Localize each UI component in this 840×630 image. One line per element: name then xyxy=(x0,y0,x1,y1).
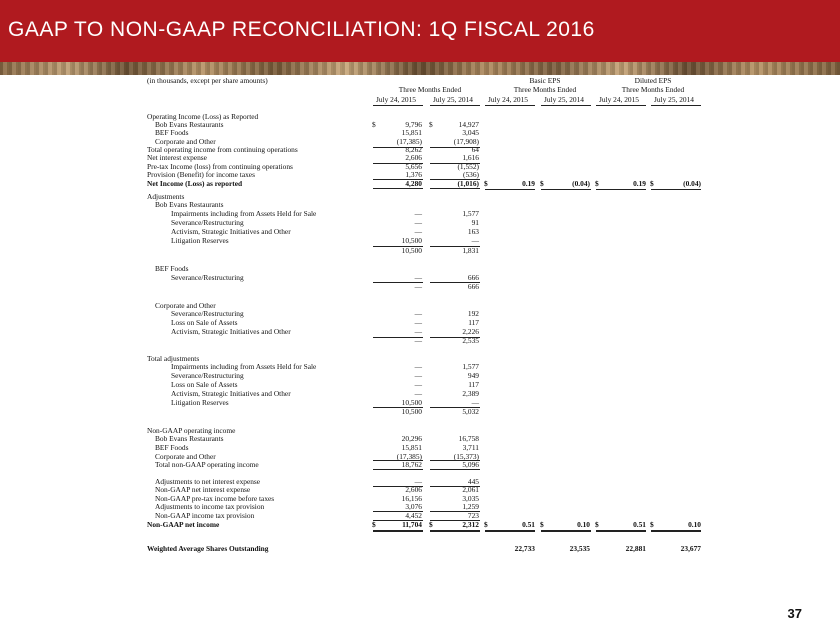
row-label: Total non-GAAP operating income xyxy=(155,460,259,469)
currency-symbol: $ xyxy=(650,179,654,188)
row-label: BEF Foods xyxy=(155,443,189,452)
row-label: Loss on Sale of Assets xyxy=(171,380,238,389)
column-header: July 24, 2015 xyxy=(487,95,529,104)
cell-c1: (17,385) xyxy=(396,137,422,146)
row-label: Impairments including from Assets Held for Sale xyxy=(171,209,317,218)
cell-c4: 0.10 xyxy=(577,520,590,529)
row-label: Severance/Restructuring xyxy=(171,273,244,282)
table-row xyxy=(147,129,697,138)
income-subheader: Three Months Ended xyxy=(398,85,462,94)
row-label: Non-GAAP pre-tax income before taxes xyxy=(155,494,275,503)
cell-c2: 3,035 xyxy=(462,494,479,503)
row-label: Non-GAAP net interest expense xyxy=(155,485,251,494)
cell-c1: 15,851 xyxy=(401,443,422,452)
row-label: Operating Income (Loss) as Reported xyxy=(147,112,259,121)
cell-c1: 10,500 xyxy=(401,398,422,407)
slide-title: GAAP TO NON-GAAP RECONCILIATION: 1Q FISCAL 2016 xyxy=(8,18,595,41)
currency-symbol: $ xyxy=(540,179,544,188)
cell-c1: 4,280 xyxy=(405,179,422,188)
underline xyxy=(430,163,480,164)
cell-c2: 16,758 xyxy=(458,434,479,443)
cell-c1: 2,606 xyxy=(405,153,422,162)
underline xyxy=(373,486,423,487)
cell-c1: 16,156 xyxy=(401,494,422,503)
row-label: BEF Foods xyxy=(155,128,189,137)
cell-c5: 0.19 xyxy=(633,179,646,188)
underline xyxy=(651,189,701,190)
cell-c3: 22,733 xyxy=(514,544,535,553)
double-underline xyxy=(596,530,646,532)
currency-symbol: $ xyxy=(595,179,599,188)
underline xyxy=(373,188,423,189)
cell-c2: 117 xyxy=(468,318,479,327)
row-label: Pre-tax Income (loss) from continuing operations xyxy=(147,162,293,171)
cell-c1: 11,704 xyxy=(402,520,422,529)
cell-c2: 2,312 xyxy=(462,520,479,529)
currency-symbol: $ xyxy=(595,520,599,529)
double-underline xyxy=(373,530,423,532)
cell-c2: 5,096 xyxy=(462,460,479,469)
row-label: Non-GAAP net income xyxy=(147,520,220,529)
underline xyxy=(430,520,480,521)
cell-c2: 2,535 xyxy=(462,336,479,345)
row-label: Severance/Restructuring xyxy=(171,371,244,380)
cell-c1: — xyxy=(414,273,422,282)
cell-c2: 666 xyxy=(467,282,479,291)
table-row xyxy=(147,408,697,417)
decorative-texture-band xyxy=(0,62,840,75)
cell-c1: — xyxy=(414,218,422,227)
cell-c1: — xyxy=(414,318,422,327)
row-label: Adjustments to net interest expense xyxy=(155,477,261,486)
column-header: July 24, 2015 xyxy=(375,95,417,104)
currency-symbol: $ xyxy=(484,179,488,188)
row-label: Litigation Reserves xyxy=(171,236,229,245)
cell-c5: 22,881 xyxy=(625,544,646,553)
cell-c1: — xyxy=(414,327,422,336)
cell-c1: 2,606 xyxy=(405,485,422,494)
cell-c6: 0.10 xyxy=(688,520,701,529)
header-rule xyxy=(430,105,480,106)
table-row xyxy=(147,328,697,337)
row-label: Net Income (Loss) as reported xyxy=(147,179,243,188)
cell-c2: 14,927 xyxy=(458,120,479,129)
cell-c2: 3,711 xyxy=(462,443,479,452)
row-label: Bob Evans Restaurants xyxy=(155,200,224,209)
double-underline xyxy=(430,530,480,532)
cell-c2: (1,552) xyxy=(457,162,479,171)
cell-c2: — xyxy=(471,236,479,245)
cell-c1: 4,452 xyxy=(405,511,422,520)
underline xyxy=(373,511,423,512)
cell-c1: 18,762 xyxy=(401,460,422,469)
cell-c2: 2,061 xyxy=(462,485,479,494)
underline xyxy=(373,407,423,408)
cell-c1: 10,500 xyxy=(401,407,422,416)
row-label: Corporate and Other xyxy=(155,137,216,146)
cell-c1: — xyxy=(414,389,422,398)
cell-c2: (536) xyxy=(462,170,479,179)
cell-c2: (17,908) xyxy=(453,137,479,146)
cell-c2: 5,032 xyxy=(462,407,479,416)
currency-symbol: $ xyxy=(429,120,433,129)
underline xyxy=(541,189,591,190)
units-note: (in thousands, except per share amounts) xyxy=(147,76,268,85)
row-label: Provision (Benefit) for income taxes xyxy=(147,170,255,179)
table-row xyxy=(147,237,697,246)
cell-c1: 3,076 xyxy=(405,502,422,511)
currency-symbol: $ xyxy=(372,520,376,529)
cell-c1: — xyxy=(414,371,422,380)
cell-c6: 23,677 xyxy=(680,544,701,553)
table-row xyxy=(147,283,697,292)
row-label: Net interest expense xyxy=(147,153,207,162)
row-label: Loss on Sale of Assets xyxy=(171,318,238,327)
table-row xyxy=(147,435,697,444)
underline xyxy=(596,189,646,190)
cell-c2: — xyxy=(471,398,479,407)
cell-c2: 1,577 xyxy=(462,362,479,371)
cell-c1: (17,385) xyxy=(396,452,422,461)
cell-c2: 117 xyxy=(468,380,479,389)
currency-symbol: $ xyxy=(484,520,488,529)
table-row xyxy=(147,228,697,237)
cell-c2: (15,373) xyxy=(453,452,479,461)
underline xyxy=(373,147,423,148)
row-label: Activism, Strategic Initiatives and Other xyxy=(171,227,291,236)
table-row xyxy=(147,337,697,346)
underline xyxy=(373,179,423,180)
header-rule xyxy=(541,105,591,106)
row-label: Litigation Reserves xyxy=(171,398,229,407)
row-label: Severance/Restructuring xyxy=(171,218,244,227)
cell-c2: 723 xyxy=(467,511,479,520)
cell-c2: 64 xyxy=(471,145,479,154)
header-rule xyxy=(651,105,701,106)
cell-c1: — xyxy=(414,477,422,486)
cell-c2: 1,831 xyxy=(462,246,479,255)
table-row xyxy=(147,544,701,554)
underline xyxy=(373,246,423,247)
slide-header xyxy=(0,0,840,62)
double-underline xyxy=(541,530,591,532)
cell-c1: 8,262 xyxy=(405,145,422,154)
cell-c1: — xyxy=(414,362,422,371)
row-label: Bob Evans Restaurants xyxy=(155,434,224,443)
row-label: Non-GAAP income tax provision xyxy=(155,511,255,520)
cell-c1: 9,796 xyxy=(405,120,422,129)
underline xyxy=(373,520,423,521)
diluted-eps-subheader: Three Months Ended xyxy=(621,85,685,94)
row-label: Bob Evans Restaurants xyxy=(155,120,224,129)
underline xyxy=(373,163,423,164)
header-rule xyxy=(596,105,646,106)
cell-c2: 91 xyxy=(471,218,479,227)
cell-c1: — xyxy=(414,227,422,236)
underline xyxy=(430,486,480,487)
row-label: Corporate and Other xyxy=(155,452,216,461)
cell-c4: 23,535 xyxy=(569,544,590,553)
cell-c2: 163 xyxy=(467,227,479,236)
underline xyxy=(373,460,423,461)
underline xyxy=(430,337,480,338)
cell-c1: — xyxy=(414,336,422,345)
cell-c3: 0.51 xyxy=(522,520,535,529)
column-header: July 24, 2015 xyxy=(598,95,640,104)
table-row xyxy=(147,247,697,256)
underline xyxy=(373,337,423,338)
cell-c5: 0.51 xyxy=(633,520,646,529)
underline xyxy=(430,147,480,148)
cell-c4: (0.04) xyxy=(572,179,590,188)
cell-c1: 1,376 xyxy=(405,170,422,179)
currency-symbol: $ xyxy=(650,520,654,529)
cell-c2: 666 xyxy=(467,273,479,282)
cell-c1: 10,500 xyxy=(401,236,422,245)
underline xyxy=(430,469,480,470)
underline xyxy=(430,179,480,180)
cell-c2: 445 xyxy=(467,477,479,486)
underline xyxy=(373,282,423,283)
cell-c1: 5,656 xyxy=(405,162,422,171)
cell-c1: — xyxy=(414,309,422,318)
header-rule xyxy=(373,105,423,106)
cell-c2: (1,016) xyxy=(457,179,479,188)
row-label: Adjustments xyxy=(147,192,185,201)
row-label: Activism, Strategic Initiatives and Other xyxy=(171,389,291,398)
underline xyxy=(430,407,480,408)
row-label: Impairments including from Assets Held for Sale xyxy=(171,362,317,371)
header-rule xyxy=(485,105,535,106)
diluted-eps-header: Diluted EPS xyxy=(634,76,672,85)
cell-c2: 2,226 xyxy=(462,327,479,336)
cell-c2: 1,616 xyxy=(462,153,479,162)
row-label: Weighted Average Shares Outstanding xyxy=(147,544,269,553)
table-row xyxy=(147,520,701,530)
cell-c6: (0.04) xyxy=(683,179,701,188)
cell-c3: 0.19 xyxy=(522,179,535,188)
underline xyxy=(373,469,423,470)
table-row xyxy=(147,390,697,399)
row-label: Activism, Strategic Initiatives and Other xyxy=(171,327,291,336)
cell-c1: 15,851 xyxy=(401,128,422,137)
currency-symbol: $ xyxy=(372,120,376,129)
column-header: July 25, 2014 xyxy=(653,95,695,104)
underline xyxy=(430,460,480,461)
row-label: Non-GAAP operating income xyxy=(147,426,236,435)
row-label: Total adjustments xyxy=(147,354,200,363)
cell-c1: 20,296 xyxy=(401,434,422,443)
cell-c1: — xyxy=(414,282,422,291)
cell-c2: 3,045 xyxy=(462,128,479,137)
page-number: 37 xyxy=(787,606,802,621)
double-underline xyxy=(651,530,701,532)
cell-c2: 1,577 xyxy=(462,209,479,218)
row-label: Total operating income from continuing operations xyxy=(147,145,298,154)
cell-c2: 2,389 xyxy=(462,389,479,398)
cell-c2: 949 xyxy=(467,371,479,380)
underline xyxy=(430,282,480,283)
currency-symbol: $ xyxy=(540,520,544,529)
currency-symbol: $ xyxy=(429,520,433,529)
underline xyxy=(430,246,480,247)
row-label: Severance/Restructuring xyxy=(171,309,244,318)
row-label: Adjustments to income tax provision xyxy=(155,502,265,511)
cell-c1: — xyxy=(414,209,422,218)
row-label: Corporate and Other xyxy=(155,301,216,310)
underline xyxy=(485,189,535,190)
basic-eps-subheader: Three Months Ended xyxy=(513,85,577,94)
cell-c1: 10,500 xyxy=(401,246,422,255)
cell-c2: 192 xyxy=(467,309,479,318)
cell-c2: 1,259 xyxy=(462,502,479,511)
double-underline xyxy=(485,530,535,532)
cell-c1: — xyxy=(414,380,422,389)
row-label: BEF Foods xyxy=(155,264,189,273)
underline xyxy=(430,511,480,512)
table-row xyxy=(147,444,697,453)
basic-eps-header: Basic EPS xyxy=(529,76,561,85)
underline xyxy=(430,188,480,189)
column-header: July 25, 2014 xyxy=(543,95,585,104)
column-header: July 25, 2014 xyxy=(432,95,474,104)
